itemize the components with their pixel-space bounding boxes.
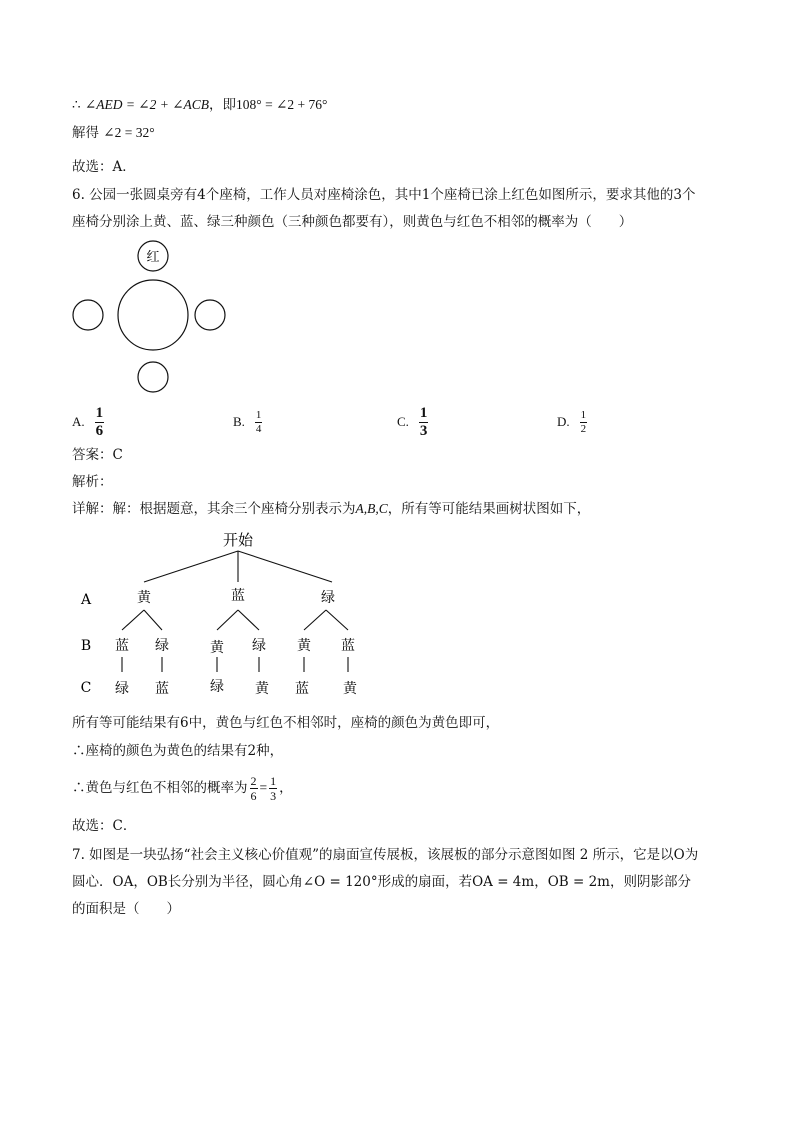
option-b-fraction bbox=[255, 410, 263, 435]
tree-diagram bbox=[70, 526, 380, 701]
angle-equation-values: 108° = ∠2 + 76° bbox=[236, 97, 328, 112]
q6-conc3-f2-num: 1 bbox=[270, 773, 277, 788]
option-d-numerator: 1 bbox=[580, 408, 587, 421]
tree-l2-node: 蓝 bbox=[341, 638, 355, 654]
prev-choice: 故选：A． bbox=[72, 159, 136, 175]
edge-root-a3 bbox=[238, 551, 332, 582]
edge-a1-b2 bbox=[144, 610, 162, 630]
prev-equation-line bbox=[72, 95, 327, 115]
row-label-c: C bbox=[80, 680, 92, 696]
round-table bbox=[118, 280, 188, 350]
prev-solve-line bbox=[72, 123, 155, 143]
option-a-numerator: 1 bbox=[95, 404, 104, 421]
q6-conc3-f1-num: 2 bbox=[250, 773, 257, 788]
q6-conc3-fraction-1 bbox=[250, 775, 258, 802]
option-a-denominator: 6 bbox=[95, 422, 104, 439]
option-c-label: C. bbox=[397, 414, 409, 429]
therefore-symbol: ∴ bbox=[72, 97, 81, 113]
q6-conclusion-1: 所有等可能结果有6中，黄色与红色不相邻时，座椅的颜色为黄色即可， bbox=[72, 715, 500, 731]
q6-conclusion-3 bbox=[72, 772, 293, 804]
option-a[interactable] bbox=[72, 400, 106, 444]
solve-label: 解得 bbox=[72, 125, 99, 141]
equation-connector: ，即 bbox=[209, 97, 237, 113]
q6-conc3-fraction-2 bbox=[269, 775, 277, 802]
q6-stem-line1: 6. 公园一张圆桌旁有4个座椅，工作人员对座椅涂色，其中1个座椅已涂上红色如图所示，要求其他的3个 bbox=[72, 187, 696, 203]
q6-stem-line2: 座椅分别涂上黄、蓝、绿三种颜色（三种颜色都要有），则黄色与红色不相邻的概率为（ ） bbox=[72, 214, 633, 230]
tree-l1-node: 蓝 bbox=[231, 588, 245, 604]
edge-a3-b5 bbox=[304, 610, 326, 630]
tree-l3-node: 绿 bbox=[115, 681, 129, 697]
seat-red-label: 红 bbox=[146, 250, 160, 265]
q6-answer: 答案：C bbox=[72, 447, 123, 463]
solve-result: ∠2 = 32° bbox=[103, 125, 155, 140]
tree-l3-node: 蓝 bbox=[295, 681, 309, 697]
q6-analysis-label: 解析： bbox=[72, 474, 113, 490]
q6-conc3-f2-den: 3 bbox=[270, 788, 277, 803]
option-a-fraction bbox=[95, 406, 105, 439]
q6-detail-line bbox=[72, 499, 590, 519]
q6-detail-suffix: ，所有等可能结果画树状图如下， bbox=[387, 501, 591, 517]
option-c-denominator: 3 bbox=[419, 422, 428, 439]
q7-stem-line2: 圆心．OA，OB长分别为半径，圆心角∠O = 120°形成的扇面，若OA = 4m，OB = 2m，则阴影部分 bbox=[72, 874, 691, 890]
option-d-label: D. bbox=[557, 414, 570, 429]
edge-a3-b6 bbox=[326, 610, 348, 630]
tree-l1-node: 绿 bbox=[321, 590, 335, 606]
option-d[interactable] bbox=[557, 400, 589, 444]
row-label-a: A bbox=[80, 592, 92, 608]
option-c-numerator: 1 bbox=[419, 404, 428, 421]
tree-l2-node: 蓝 bbox=[115, 638, 129, 654]
table-figure bbox=[68, 238, 233, 398]
option-a-label: A. bbox=[72, 414, 85, 429]
tree-l2-node: 绿 bbox=[252, 638, 266, 654]
option-c-fraction bbox=[419, 406, 429, 439]
row-label-b: B bbox=[80, 638, 92, 654]
edge-a2-b3 bbox=[217, 610, 238, 630]
option-b-numerator: 1 bbox=[255, 408, 262, 421]
tree-l2-node: 黄 bbox=[297, 638, 311, 654]
tree-l2-node: 黄 bbox=[210, 640, 224, 656]
edge-root-a1 bbox=[144, 551, 238, 582]
q6-conclusion-2: ∴座椅的颜色为黄色的结果有2种， bbox=[72, 743, 284, 759]
q6-detail-prefix: 详解：解：根据题意，其余三个座椅分别表示为 bbox=[72, 501, 356, 517]
option-d-denominator: 2 bbox=[580, 422, 587, 435]
option-b-label: B. bbox=[233, 414, 245, 429]
option-d-fraction bbox=[580, 410, 588, 435]
option-c[interactable] bbox=[397, 400, 430, 444]
q6-conc3-equals: = bbox=[259, 780, 268, 795]
option-b-denominator: 4 bbox=[255, 422, 262, 435]
tree-l3-node: 黄 bbox=[343, 681, 357, 697]
q6-choice: 故选：C． bbox=[72, 818, 137, 834]
option-b[interactable] bbox=[233, 400, 264, 444]
q6-conc3-f1-den: 6 bbox=[250, 788, 257, 803]
q7-stem-line1: 7. 如图是一块弘扬“社会主义核心价值观”的扇面宣传展板，该展板的部分示意图如图 2 所示，它是以O为 bbox=[72, 847, 699, 863]
seat-left bbox=[73, 300, 103, 330]
seat-bottom bbox=[138, 362, 168, 392]
tree-l2-node: 绿 bbox=[155, 638, 169, 654]
edge-a1-b1 bbox=[122, 610, 144, 630]
q7-stem-line3: 的面积是（ ） bbox=[72, 901, 180, 917]
edge-a2-b4 bbox=[238, 610, 259, 630]
tree-root: 开始 bbox=[222, 531, 254, 549]
tree-l3-node: 蓝 bbox=[155, 681, 169, 697]
tree-l1-node: 黄 bbox=[137, 590, 151, 606]
q6-detail-vars: A,B,C bbox=[355, 501, 388, 516]
q6-conc3-prefix: ∴黄色与红色不相邻的概率为 bbox=[72, 780, 248, 796]
tree-l3-node: 绿 bbox=[210, 679, 224, 695]
seat-right bbox=[195, 300, 225, 330]
q6-conc3-suffix: ， bbox=[279, 780, 293, 796]
tree-l3-node: 黄 bbox=[255, 681, 269, 697]
angle-equation: ∠AED = ∠2 + ∠ACB bbox=[84, 97, 210, 112]
